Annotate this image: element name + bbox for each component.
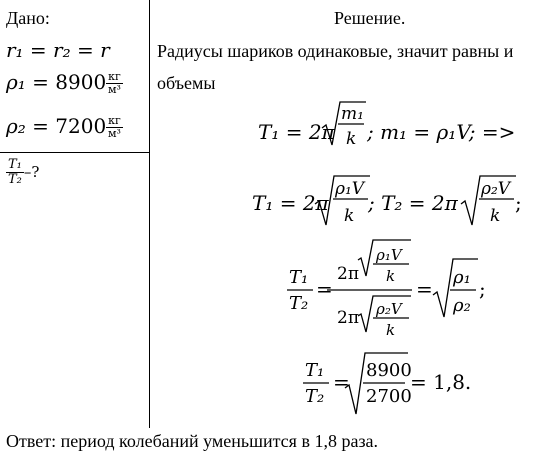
formula2-mid: ; T₂ = 2π [368, 191, 458, 215]
given-title: Дано: [6, 8, 50, 28]
find-num: T₁ [8, 157, 22, 172]
formula3-rhs-den: ρ₂ [453, 295, 471, 316]
formula1-den: k [346, 129, 357, 149]
solution-text-line-2: объемы [157, 73, 216, 93]
formula3-eq1: = [316, 277, 333, 301]
solution-text-line-1: Радиусы шариков одинаковые, значит равны и [157, 41, 514, 61]
rho2-value: 7200 [55, 114, 107, 138]
formula1-num: m₁ [341, 104, 364, 124]
formula4-rad-den: 2700 [366, 386, 412, 407]
rho1-eq: = [32, 70, 49, 94]
rho1-unit-num: кг [108, 69, 121, 83]
formula3-rhs-num: ρ₁ [453, 267, 471, 288]
rho2-unit-den: м³ [108, 127, 121, 140]
formula4-lhs-den: T₂ [305, 386, 325, 407]
formula3-eq2: = [416, 277, 433, 301]
formula3-end: ; [479, 277, 486, 301]
formula3-den-rad-num: ρ₂V [376, 300, 402, 318]
rho2-symbol: ρ₂ [6, 114, 26, 138]
formula2-end: ; [515, 191, 522, 215]
rho2-unit-num: кг [108, 113, 121, 127]
given-radius-equation: r₁ = r₂ = r [6, 38, 110, 62]
formula3-lhs-num: T₁ [289, 267, 309, 288]
formula2-den2: k [490, 206, 501, 226]
formula3-lhs-den: T₂ [289, 293, 309, 314]
formula3-num-rad-den: k [386, 267, 396, 285]
formula2-num2: ρ₂V [481, 179, 511, 199]
formula4-lhs-num: T₁ [305, 360, 325, 381]
formula3-num-prefix: 2π [337, 264, 359, 284]
rho1-value: 8900 [55, 70, 107, 94]
solution-title: Решение. [334, 8, 406, 28]
formula3-den-prefix: 2π [337, 308, 359, 328]
formula1-after: ; m₁ = ρ₁V; => [367, 120, 516, 144]
formula2-lhs1: T₁ = 2π [252, 191, 329, 215]
find-suffix: –? [23, 162, 40, 181]
rho1-unit-den: м³ [108, 83, 121, 96]
formula2-num1: ρ₁V [335, 179, 365, 199]
rho1-symbol: ρ₁ [6, 70, 26, 94]
formula3-num-rad-num: ρ₁V [376, 246, 402, 264]
answer-text: Ответ: период колебаний уменьшится в 1,8 раза. [6, 431, 379, 451]
formula2-den1: k [344, 206, 355, 226]
formula1-lhs: T₁ = 2π [258, 120, 335, 144]
formula4-eq: = [333, 370, 350, 394]
find-den: T₂ [8, 172, 22, 188]
formula3-den-rad-den: k [386, 321, 396, 339]
formula4-rad-num: 8900 [366, 360, 412, 381]
formula4-result: = 1,8. [410, 370, 472, 394]
rho2-eq: = [32, 114, 49, 138]
